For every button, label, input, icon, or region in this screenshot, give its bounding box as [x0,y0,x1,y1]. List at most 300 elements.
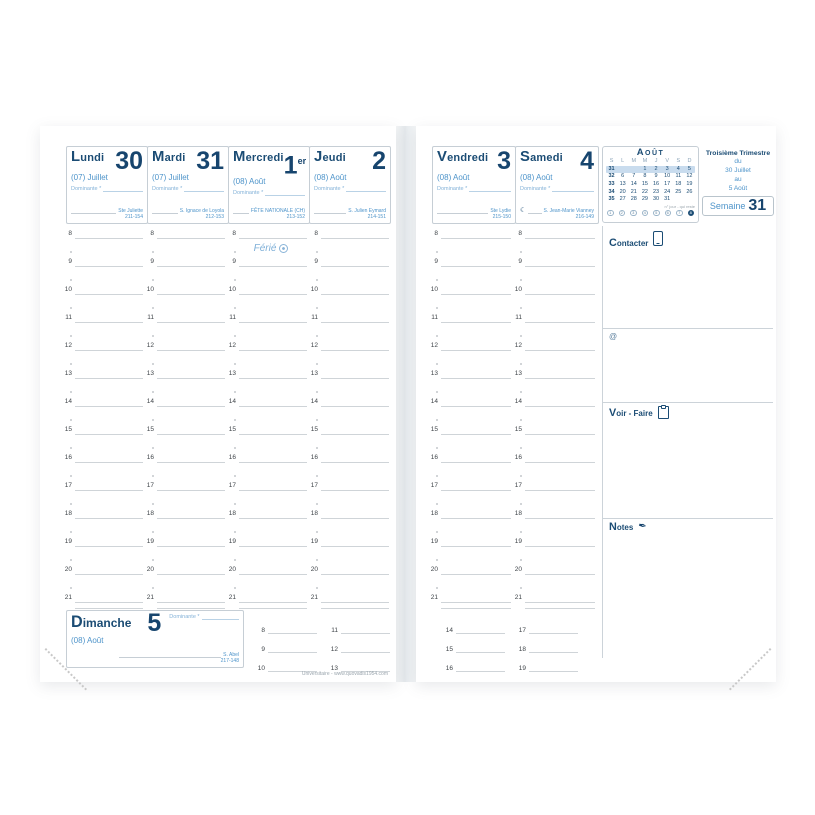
hour-row [310,426,394,462]
mini-calendar-title: AOÛT [636,147,665,158]
hour-label: 12 [310,342,318,349]
hour-rule [75,518,143,519]
calendar-date: 4 [676,165,680,172]
hour-row [310,286,394,322]
hour-label: 18 [430,510,438,517]
half-hour-mark [234,307,236,309]
calendar-date: 6 [621,173,625,180]
day-header-jeudi [309,146,391,224]
hour-label: 8 [150,230,154,237]
hour-row [310,370,394,406]
hour-row [228,454,312,490]
half-hour-mark [316,419,318,421]
hour-rule [239,378,307,379]
half-hour-mark [436,587,438,589]
notes-sidebar [602,226,773,658]
calendar-week-row [606,166,695,174]
hour-label: 9 [434,258,438,265]
hour-label: 14 [445,627,453,634]
hour-label: 21 [430,594,438,601]
moon-phase-icon: ☾ [520,207,527,214]
hour-rule [75,238,143,239]
half-hour-mark [70,335,72,337]
calendar-date: 3 [665,165,669,172]
hour-label: 13 [146,370,154,377]
calendar-date: 11 [675,173,682,180]
hour-label: 19 [514,538,522,545]
hour-rule [525,602,595,603]
hour-label: 10 [514,286,522,293]
calendar-day-letter: M [642,158,648,165]
hour-rule [321,434,389,435]
calendar-date: 30 [653,196,660,203]
half-hour-mark [152,391,154,393]
hour-row [66,258,148,294]
half-hour-mark [152,335,154,337]
half-hour-mark [436,251,438,253]
hour-row [310,398,394,434]
hour-label: 19 [228,538,236,545]
dominante-label: Dominante * [71,186,102,192]
trimester-range-end: 5 Août [728,185,748,192]
hour-row [146,510,230,546]
hour-label: 18 [518,646,526,653]
sunday-number: 5 [147,609,162,637]
day-title-row [314,147,386,175]
half-hour-mark [520,419,522,421]
hour-rule [321,350,389,351]
hour-rule [239,350,307,351]
hour-rule [525,378,595,379]
half-hour-mark [152,503,154,505]
hour-rule [321,378,389,379]
calendar-date: 20 [619,188,626,195]
hour-row [430,370,516,406]
half-hour-mark [436,531,438,533]
day-time-column [64,230,148,609]
hour-rule [75,294,143,295]
dominante-label: Dominante * [314,186,345,192]
hour-rule [321,406,389,407]
hour-rule [268,632,317,634]
half-hour-mark [520,279,522,281]
dominante-writing-line [265,189,305,196]
hour-label: 9 [518,258,522,265]
left-day-headers [66,146,391,224]
hour-row [146,286,230,322]
hour-row [310,510,394,546]
day-month: (08) Août [520,173,553,182]
hour-rule [525,518,595,519]
hour-label: 11 [229,314,236,321]
half-hour-mark [152,279,154,281]
half-hour-mark [520,587,522,589]
half-hour-mark [316,531,318,533]
hour-label: 17 [518,627,526,634]
hour-row [312,230,394,266]
hour-row [146,594,230,608]
hour-rule [456,670,505,672]
hour-label: 20 [514,566,522,573]
month-dot: 5 [653,210,660,217]
hour-row [514,566,600,602]
sunday-continued-a [432,610,505,672]
half-hour-mark [234,475,236,477]
day-month: (08) Août [314,173,347,182]
hour-rule [75,602,143,603]
hour-label: 12 [430,342,438,349]
hour-row [432,230,516,266]
half-hour-mark [152,307,154,309]
half-hour-mark [234,587,236,589]
hour-rule [441,322,511,323]
saint-name: FÊTE NATIONALE (CH) [250,208,305,214]
hour-rule [239,462,307,463]
hour-rule [529,632,578,634]
half-hour-mark [520,475,522,477]
week-label: Semaine [709,201,746,211]
trimester-title: Troisième Trimestre [705,150,771,157]
hour-label: 11 [515,314,522,321]
hour-rule [529,670,578,672]
hour-row [65,314,148,350]
hour-rule [239,406,307,407]
hour-label: 8 [434,230,438,237]
dominante-writing-line [184,185,224,192]
half-hour-mark [152,559,154,561]
hour-row [514,426,600,462]
grid-closing-rule [75,608,143,609]
hour-label: 16 [514,454,522,461]
half-hour-mark [70,447,72,449]
hour-label: 21 [514,594,522,601]
dominante-row [233,189,305,196]
saint-row [520,207,594,214]
hour-label: 15 [514,426,522,433]
day-number: 4 [580,147,594,175]
hour-label: 13 [228,370,236,377]
hour-rule [525,462,595,463]
hour-label: 17 [228,482,236,489]
saint-name: Ste Juliette [118,208,143,214]
sunday-hour-row [441,653,505,672]
hour-label: 19 [310,538,318,545]
hour-row [514,510,600,546]
hour-rule [75,322,143,323]
hour-rule [75,350,143,351]
hour-rule [525,350,595,351]
hour-rule [441,350,511,351]
half-hour-mark [316,363,318,365]
hour-label: 10 [310,286,318,293]
hour-row [430,342,516,378]
hour-rule [75,546,143,547]
trimester-range-start: 30 Juillet [725,167,751,174]
hour-label: 9 [68,258,72,265]
sunday-hour-row [514,634,578,653]
phone-icon [653,231,663,246]
half-hour-mark [70,503,72,505]
half-hour-mark [436,391,438,393]
calendar-day-letter: J [654,158,658,165]
hour-label: 15 [228,426,236,433]
hour-rule [239,518,307,519]
hour-label: 11 [65,314,72,321]
hour-label: 9 [232,258,236,265]
dominante-label: Dominante * [437,186,468,192]
hour-label: 12 [146,342,154,349]
dominante-row [152,185,224,192]
day-time-column [514,230,600,609]
day-name: Lundi [71,149,105,165]
hour-label: 11 [331,627,338,634]
hour-row [148,258,230,294]
hour-row [147,314,230,350]
saint-name: S. Abel [223,652,239,658]
half-hour-mark [520,503,522,505]
hour-rule [321,574,389,575]
hour-row [146,566,230,602]
hour-rule [268,651,317,653]
calendar-header-row [606,158,695,166]
half-hour-mark [436,419,438,421]
half-hour-mark [520,447,522,449]
hour-rule [441,574,511,575]
hour-rule [75,406,143,407]
hour-label: 13 [330,665,338,672]
month-dots-row [606,210,695,217]
hour-rule [239,322,307,323]
hour-rule [321,294,389,295]
day-name: Vendredi [437,149,489,165]
day-month: (08) Août [437,173,470,182]
hour-row [64,370,148,406]
hour-label: 19 [518,665,526,672]
hour-row [64,286,148,322]
sunday-title-row [71,609,239,637]
calendar-date: 22 [641,188,648,195]
hour-label: 18 [310,510,318,517]
hour-label: 14 [514,398,522,405]
dominante-writing-line [202,613,239,620]
dominante-row [314,185,386,192]
hour-rule [321,546,389,547]
hour-label: 17 [146,482,154,489]
day-number: 3 [497,147,511,175]
hour-row [146,342,230,378]
brand-footer: Universitaire - www.quovadis1954.com [301,671,388,677]
hour-label: 19 [64,538,72,545]
hour-rule [239,238,307,239]
half-hour-mark [70,307,72,309]
hour-rule [239,574,307,575]
sunday-hours-column [253,610,317,672]
half-hour-mark [316,335,318,337]
half-hour-mark [152,419,154,421]
hour-label: 8 [261,627,265,634]
hour-rule [75,434,143,435]
half-hour-mark [152,531,154,533]
half-hour-mark [436,363,438,365]
section-divider [603,402,773,403]
hour-row [146,538,230,574]
hour-rule [441,518,511,519]
hour-label: 18 [146,510,154,517]
hour-label: 12 [330,646,338,653]
half-hour-mark [70,559,72,561]
hour-rule [75,574,143,575]
sunday-hour-row [441,634,505,653]
half-hour-mark [234,447,236,449]
hour-rule [441,406,511,407]
hour-rule [321,238,389,239]
contact-label: Contacter [609,237,649,249]
trimester-block [702,150,774,216]
hour-label: 9 [261,646,265,653]
hour-label: 10 [257,665,265,672]
day-name: Samedi [520,149,563,165]
hour-row [64,538,148,574]
hour-rule [321,602,389,603]
day-title-row [71,147,143,175]
hour-rule [157,602,225,603]
calendar-date: 16 [653,181,660,188]
hour-row [310,566,394,602]
dominante-label: Dominante * [169,614,200,620]
hour-row [430,594,516,608]
day-title-row [437,147,511,175]
hour-rule [157,574,225,575]
week-number: 32 [608,173,615,180]
hour-label: 16 [310,454,318,461]
month-dot: 4 [642,210,649,217]
grid-closing-rule [239,608,307,609]
hour-rule [441,490,511,491]
hour-row [64,482,148,518]
hour-row [228,594,312,608]
hour-rule [525,574,595,575]
hour-rule [239,266,307,267]
calendar-day-letter: M [631,158,637,165]
hour-rule [239,490,307,491]
hour-label: 18 [64,510,72,517]
hour-row [430,426,516,462]
half-hour-mark [316,307,318,309]
day-time-column [228,230,312,609]
hour-row [228,426,312,462]
section-divider [603,328,773,329]
dominante-row [437,185,511,192]
section-divider [603,518,773,519]
sunday-hour-row [326,634,390,653]
left-time-grid [64,230,394,609]
hour-rule [441,378,511,379]
half-hour-mark [520,307,522,309]
hour-label: 14 [146,398,154,405]
hour-row [430,398,516,434]
hour-rule [525,238,595,239]
hour-rule [341,651,390,653]
hour-label: 15 [64,426,72,433]
hour-rule [321,490,389,491]
hour-rule [75,266,143,267]
month-dot: 6 [665,210,672,217]
day-time-column [430,230,516,609]
pen-icon: ✒ [637,520,648,533]
calendar-date: 1 [643,165,647,172]
hour-label: 19 [430,538,438,545]
saint-name: Ste Lydie [490,208,511,214]
hour-row [228,482,312,518]
right-time-grid [430,230,600,609]
hour-row [430,454,516,490]
hour-label: 20 [64,566,72,573]
half-hour-mark [70,363,72,365]
planner-spread [40,126,776,682]
sunday-continued-strip [432,610,602,672]
day-month: (08) Août [233,177,266,187]
hour-rule [441,294,511,295]
holiday-text: Férié [253,243,277,254]
half-hour-mark [436,503,438,505]
calendar-date: 15 [641,181,648,188]
hour-row [514,342,600,378]
sunday-hours-column [326,610,390,672]
hour-label: 11 [311,314,318,321]
hour-rule [239,546,307,547]
hour-rule [441,546,511,547]
hour-row [312,258,394,294]
month-dot: 1 [607,210,614,217]
day-header-mardi [147,146,229,224]
hour-row [310,454,394,490]
half-hour-mark [234,335,236,337]
hour-label: 9 [150,258,154,265]
hour-rule [525,434,595,435]
week-number: 31 [608,165,615,172]
hour-rule [341,632,390,634]
sunday-hours-b [317,610,390,672]
day-name: Mercredi [233,149,284,165]
hour-row [228,342,312,378]
sunday-hour-row [253,615,317,634]
hour-rule [321,322,389,323]
half-hour-mark [436,447,438,449]
day-title-row [152,147,224,175]
calendar-date: 27 [619,196,626,203]
clipboard-icon [658,406,669,419]
day-title-row [233,149,307,180]
hour-row [514,538,600,574]
hour-row [146,398,230,434]
hour-row [229,314,312,350]
half-hour-mark [234,559,236,561]
hour-row [228,398,312,434]
hour-row [430,286,516,322]
hour-rule [525,406,595,407]
half-hour-mark [436,559,438,561]
hour-row [64,566,148,602]
hour-label: 10 [430,286,438,293]
hour-rule [441,462,511,463]
calendar-date: 12 [686,173,693,180]
hour-rule [525,322,595,323]
right-page [416,126,776,682]
hour-row [515,314,600,350]
day-header-lundi [66,146,148,224]
half-hour-mark [152,363,154,365]
hour-label: 20 [228,566,236,573]
